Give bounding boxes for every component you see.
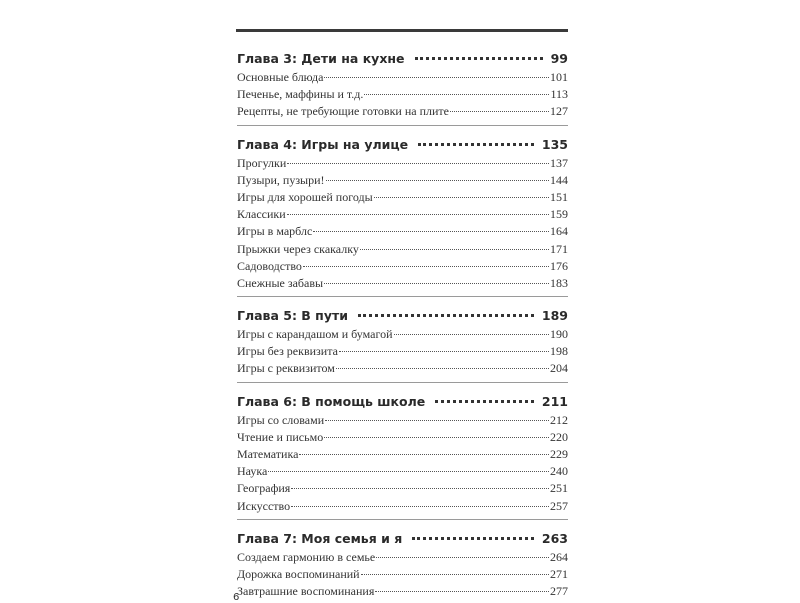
dot-leader: [412, 537, 534, 540]
dot-leader: [415, 57, 543, 60]
dot-leader: [299, 454, 549, 455]
chapter-heading[interactable]: [237, 137, 568, 156]
toc-entry[interactable]: [237, 447, 568, 464]
chapter-page: 189: [541, 308, 568, 324]
chapter-title: Глава 4: Игры на улице: [237, 136, 409, 152]
toc-entry[interactable]: [237, 259, 568, 276]
chapter-heading[interactable]: [237, 308, 568, 327]
dot-leader: [324, 77, 549, 78]
chapter-separator: [237, 125, 568, 126]
entry-page: 198: [550, 344, 568, 359]
entry-page: 264: [550, 549, 568, 564]
table-of-contents: [237, 40, 568, 601]
dot-leader: [364, 94, 549, 95]
dot-leader: [358, 314, 534, 317]
dot-leader: [324, 437, 549, 438]
toc-entry[interactable]: [237, 156, 568, 173]
entry-page: 144: [550, 172, 568, 187]
dot-leader: [375, 591, 549, 592]
dot-leader: [336, 368, 549, 369]
entry-label: Классики: [237, 207, 286, 222]
entry-label: Игры без реквизита: [237, 344, 338, 359]
entry-label: Снежные забавы: [237, 275, 324, 290]
chapter-separator: [237, 382, 568, 383]
toc-entry[interactable]: [237, 550, 568, 567]
dot-leader: [287, 214, 549, 215]
dot-leader: [418, 143, 534, 146]
entry-page: 151: [550, 189, 568, 204]
dot-leader: [313, 231, 549, 232]
chapter-title: Глава 6: В помощь школе: [237, 393, 426, 409]
dot-leader: [360, 249, 549, 250]
chapter-page: 135: [541, 136, 568, 152]
entry-label: Игры для хорошей погоды: [237, 189, 373, 204]
dot-leader: [325, 420, 549, 421]
toc-entry[interactable]: [237, 344, 568, 361]
toc-entry[interactable]: [237, 207, 568, 224]
chapter-title: Глава 7: Моя семья и я: [237, 530, 403, 546]
entry-label: Создаем гармонию в семье: [237, 549, 376, 564]
entry-label: Искусство: [237, 498, 291, 513]
entry-label: Игры со словами: [237, 412, 325, 427]
entry-page: 113: [550, 87, 568, 102]
page-number: 6: [233, 592, 240, 603]
entry-page: 137: [550, 155, 568, 170]
dot-leader: [287, 163, 549, 164]
entry-label: Игры в марблс: [237, 224, 313, 239]
dot-leader: [450, 111, 549, 112]
entry-page: 271: [550, 566, 568, 581]
dot-leader: [326, 180, 549, 181]
toc-entry[interactable]: [237, 430, 568, 447]
toc-entry[interactable]: [237, 413, 568, 430]
toc-entry[interactable]: [237, 499, 568, 516]
entry-page: 212: [550, 412, 568, 427]
entry-label: Чтение и письмо: [237, 429, 324, 444]
entry-label: Наука: [237, 464, 268, 479]
entry-page: 240: [550, 464, 568, 479]
chapter-heading[interactable]: [237, 51, 568, 70]
entry-label: Садоводство: [237, 258, 302, 273]
entry-page: 164: [550, 224, 568, 239]
chapter-page: 263: [541, 530, 568, 546]
entry-label: Игры с карандашом и бумагой: [237, 327, 393, 342]
chapter-page: 211: [541, 393, 568, 409]
entry-page: 171: [550, 241, 568, 256]
chapter-page: 99: [550, 51, 568, 66]
entry-page: 176: [550, 258, 568, 273]
toc-entry[interactable]: [237, 87, 568, 104]
dot-leader: [361, 574, 549, 575]
chapter-title: Глава 5: В пути: [237, 308, 348, 324]
toc-entry[interactable]: [237, 70, 568, 87]
entry-page: 251: [550, 481, 568, 496]
entry-page: 190: [550, 327, 568, 342]
entry-page: 159: [550, 207, 568, 222]
chapter-7: [237, 531, 568, 602]
entry-label: Завтрашние воспоминания: [237, 584, 375, 599]
entry-label: Дорожка воспоминаний: [237, 566, 360, 581]
entry-page: 127: [550, 104, 568, 119]
toc-entry[interactable]: [237, 104, 568, 121]
chapter-5: [237, 308, 568, 383]
entry-label: Рецепты, не требующие готовки на плите: [237, 104, 450, 119]
entry-label: Математика: [237, 447, 299, 461]
dot-leader: [291, 506, 549, 507]
entry-label: Основные блюда: [237, 70, 324, 84]
chapter-heading[interactable]: [237, 394, 568, 413]
dot-leader: [374, 197, 549, 198]
entry-page: 183: [550, 275, 568, 290]
entry-label: Пузыри, пузыри!: [237, 172, 325, 187]
toc-entry[interactable]: [237, 224, 568, 241]
entry-label: Печенье, маффины и т.д.: [237, 87, 364, 102]
toc-entry[interactable]: [237, 481, 568, 498]
dot-leader: [324, 283, 549, 284]
dot-leader: [291, 488, 549, 489]
toc-entry[interactable]: [237, 584, 568, 601]
dot-leader: [339, 351, 549, 352]
entry-page: 257: [550, 498, 568, 513]
entry-page: 220: [550, 429, 568, 444]
dot-leader: [376, 557, 549, 558]
entry-page: 204: [550, 361, 568, 376]
entry-label: Игры с реквизитом: [237, 361, 335, 376]
chapter-heading[interactable]: [237, 531, 568, 550]
chapter-separator: [237, 519, 568, 520]
toc-entry[interactable]: [237, 361, 568, 378]
chapter-3: [237, 51, 568, 126]
entry-page: 101: [550, 70, 568, 84]
chapter-title: Глава 3: Дети на кухне: [237, 51, 405, 66]
dot-leader: [268, 471, 549, 472]
entry-page: 277: [550, 584, 568, 599]
toc-entry[interactable]: [237, 567, 568, 584]
dot-leader: [435, 400, 534, 403]
top-rule: [236, 29, 568, 32]
chapter-4: [237, 137, 568, 298]
toc-entry[interactable]: [237, 242, 568, 259]
toc-entry[interactable]: [237, 173, 568, 190]
dot-leader: [303, 266, 549, 267]
toc-entry[interactable]: [237, 464, 568, 481]
entry-label: Прогулки: [237, 155, 287, 170]
dot-leader: [394, 334, 549, 335]
entry-page: 229: [550, 447, 568, 461]
toc-entry[interactable]: [237, 276, 568, 293]
toc-entry[interactable]: [237, 190, 568, 207]
entry-label: Прыжки через скакалку: [237, 241, 359, 256]
chapter-6: [237, 394, 568, 520]
toc-entry[interactable]: [237, 327, 568, 344]
entry-label: География: [237, 481, 291, 496]
chapter-separator: [237, 296, 568, 297]
